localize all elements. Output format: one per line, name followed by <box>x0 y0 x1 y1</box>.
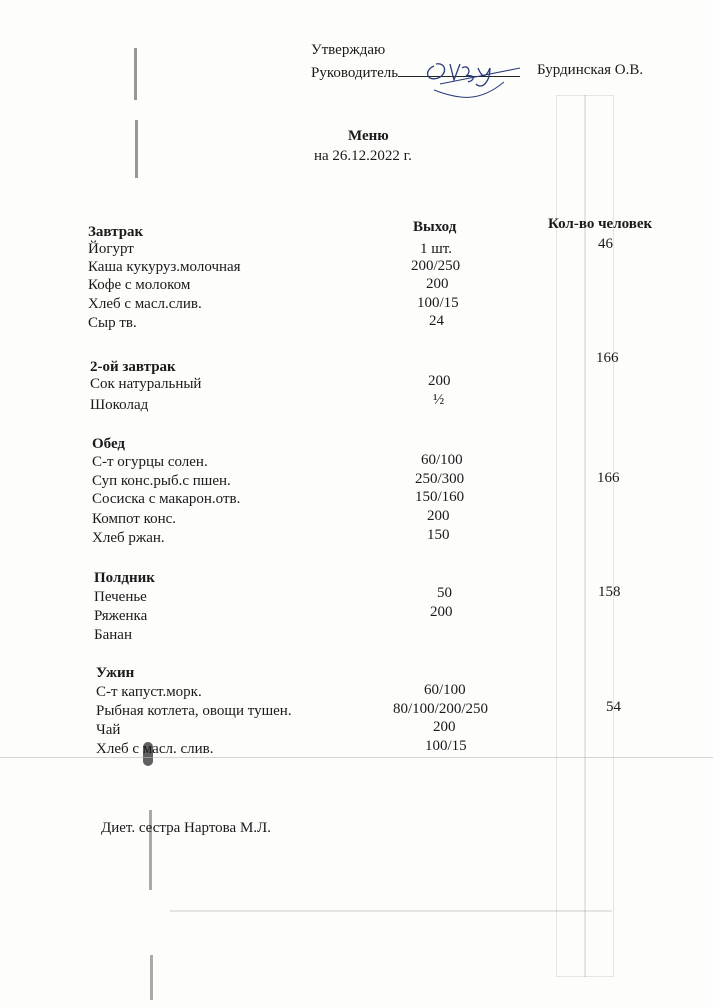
menu-item-output: 150/160 <box>415 489 465 505</box>
menu-item-name: Сыр тв. <box>88 315 137 331</box>
menu-item-output: ½ <box>433 392 445 408</box>
menu-item-output: 200 <box>426 276 449 292</box>
binder-mark <box>134 48 137 100</box>
menu-item-name: Хлеб ржан. <box>92 530 165 546</box>
menu-item-output: 24 <box>429 313 444 329</box>
menu-item-output: 250/300 <box>415 471 465 487</box>
dietitian-signature-line: Диет. сестра Нартова М.Л. <box>101 820 271 836</box>
menu-item-name: Компот конс. <box>92 511 177 527</box>
menu-title: Меню <box>348 128 389 144</box>
menu-item-name: Шоколад <box>90 397 149 413</box>
menu-item-name: Йогурт <box>88 241 134 257</box>
section-title-breakfast: Завтрак <box>88 224 144 240</box>
menu-item-name: Кофе с молоком <box>88 277 191 293</box>
menu-item-output: 200 <box>427 508 450 524</box>
menu-item-output: 200/250 <box>411 258 461 274</box>
menu-item-output: 80/100/200/250 <box>393 701 489 717</box>
menu-item-output: 1 шт. <box>420 241 452 257</box>
menu-item-output: 200 <box>430 604 453 620</box>
role-label: Руководитель <box>311 65 399 81</box>
handwritten-signature <box>420 44 530 104</box>
menu-item-output: 150 <box>427 527 450 543</box>
menu-item-name: Банан <box>94 627 132 643</box>
binder-mark <box>150 955 153 1000</box>
people-count-snack: 158 <box>598 584 621 600</box>
column-header-output: Выход <box>413 219 457 235</box>
menu-date: на 26.12.2022 г. <box>314 148 412 164</box>
section-title-lunch: Обед <box>92 436 126 452</box>
menu-item-output: 100/15 <box>425 738 467 754</box>
column-header-people: Кол-во человек <box>548 216 653 232</box>
menu-item-output: 60/100 <box>421 452 463 468</box>
menu-item-output: 100/15 <box>417 295 459 311</box>
menu-item-name: Каша кукуруз.молочная <box>88 259 241 275</box>
section-title-snack: Полдник <box>94 570 155 586</box>
menu-item-output: 50 <box>437 585 452 601</box>
section-title-second-breakfast: 2-ой завтрак <box>90 359 176 375</box>
approve-label: Утверждаю <box>311 42 386 58</box>
manager-name: Бурдинская О.В. <box>537 62 644 78</box>
people-count-lunch: 166 <box>597 470 620 486</box>
menu-item-name: С-т капуст.морк. <box>96 684 202 700</box>
menu-item-name: Сок натуральный <box>90 376 202 392</box>
menu-item-name: Хлеб с масл.слив. <box>88 296 202 312</box>
menu-item-name: Ряженка <box>94 608 148 624</box>
menu-item-name: Печенье <box>94 589 147 605</box>
menu-item-name: Чай <box>96 722 121 738</box>
bleed-through-line <box>170 910 612 912</box>
section-title-dinner: Ужин <box>96 665 135 681</box>
menu-item-output: 200 <box>433 719 456 735</box>
menu-item-name: Суп конс.рыб.с пшен. <box>92 473 231 489</box>
menu-item-name: Рыбная котлета, овощи тушен. <box>96 703 292 719</box>
menu-item-output: 60/100 <box>424 682 466 698</box>
people-count-dinner: 54 <box>606 699 621 715</box>
binder-mark <box>135 120 138 178</box>
menu-item-name: С-т огурцы солен. <box>92 454 208 470</box>
menu-item-output: 200 <box>428 373 451 389</box>
menu-item-name: Сосиска с макарон.отв. <box>92 491 241 507</box>
people-count-breakfast: 46 <box>598 236 613 252</box>
menu-item-name: Хлеб с масл. слив. <box>96 741 214 757</box>
people-count-second-breakfast: 166 <box>596 350 619 366</box>
